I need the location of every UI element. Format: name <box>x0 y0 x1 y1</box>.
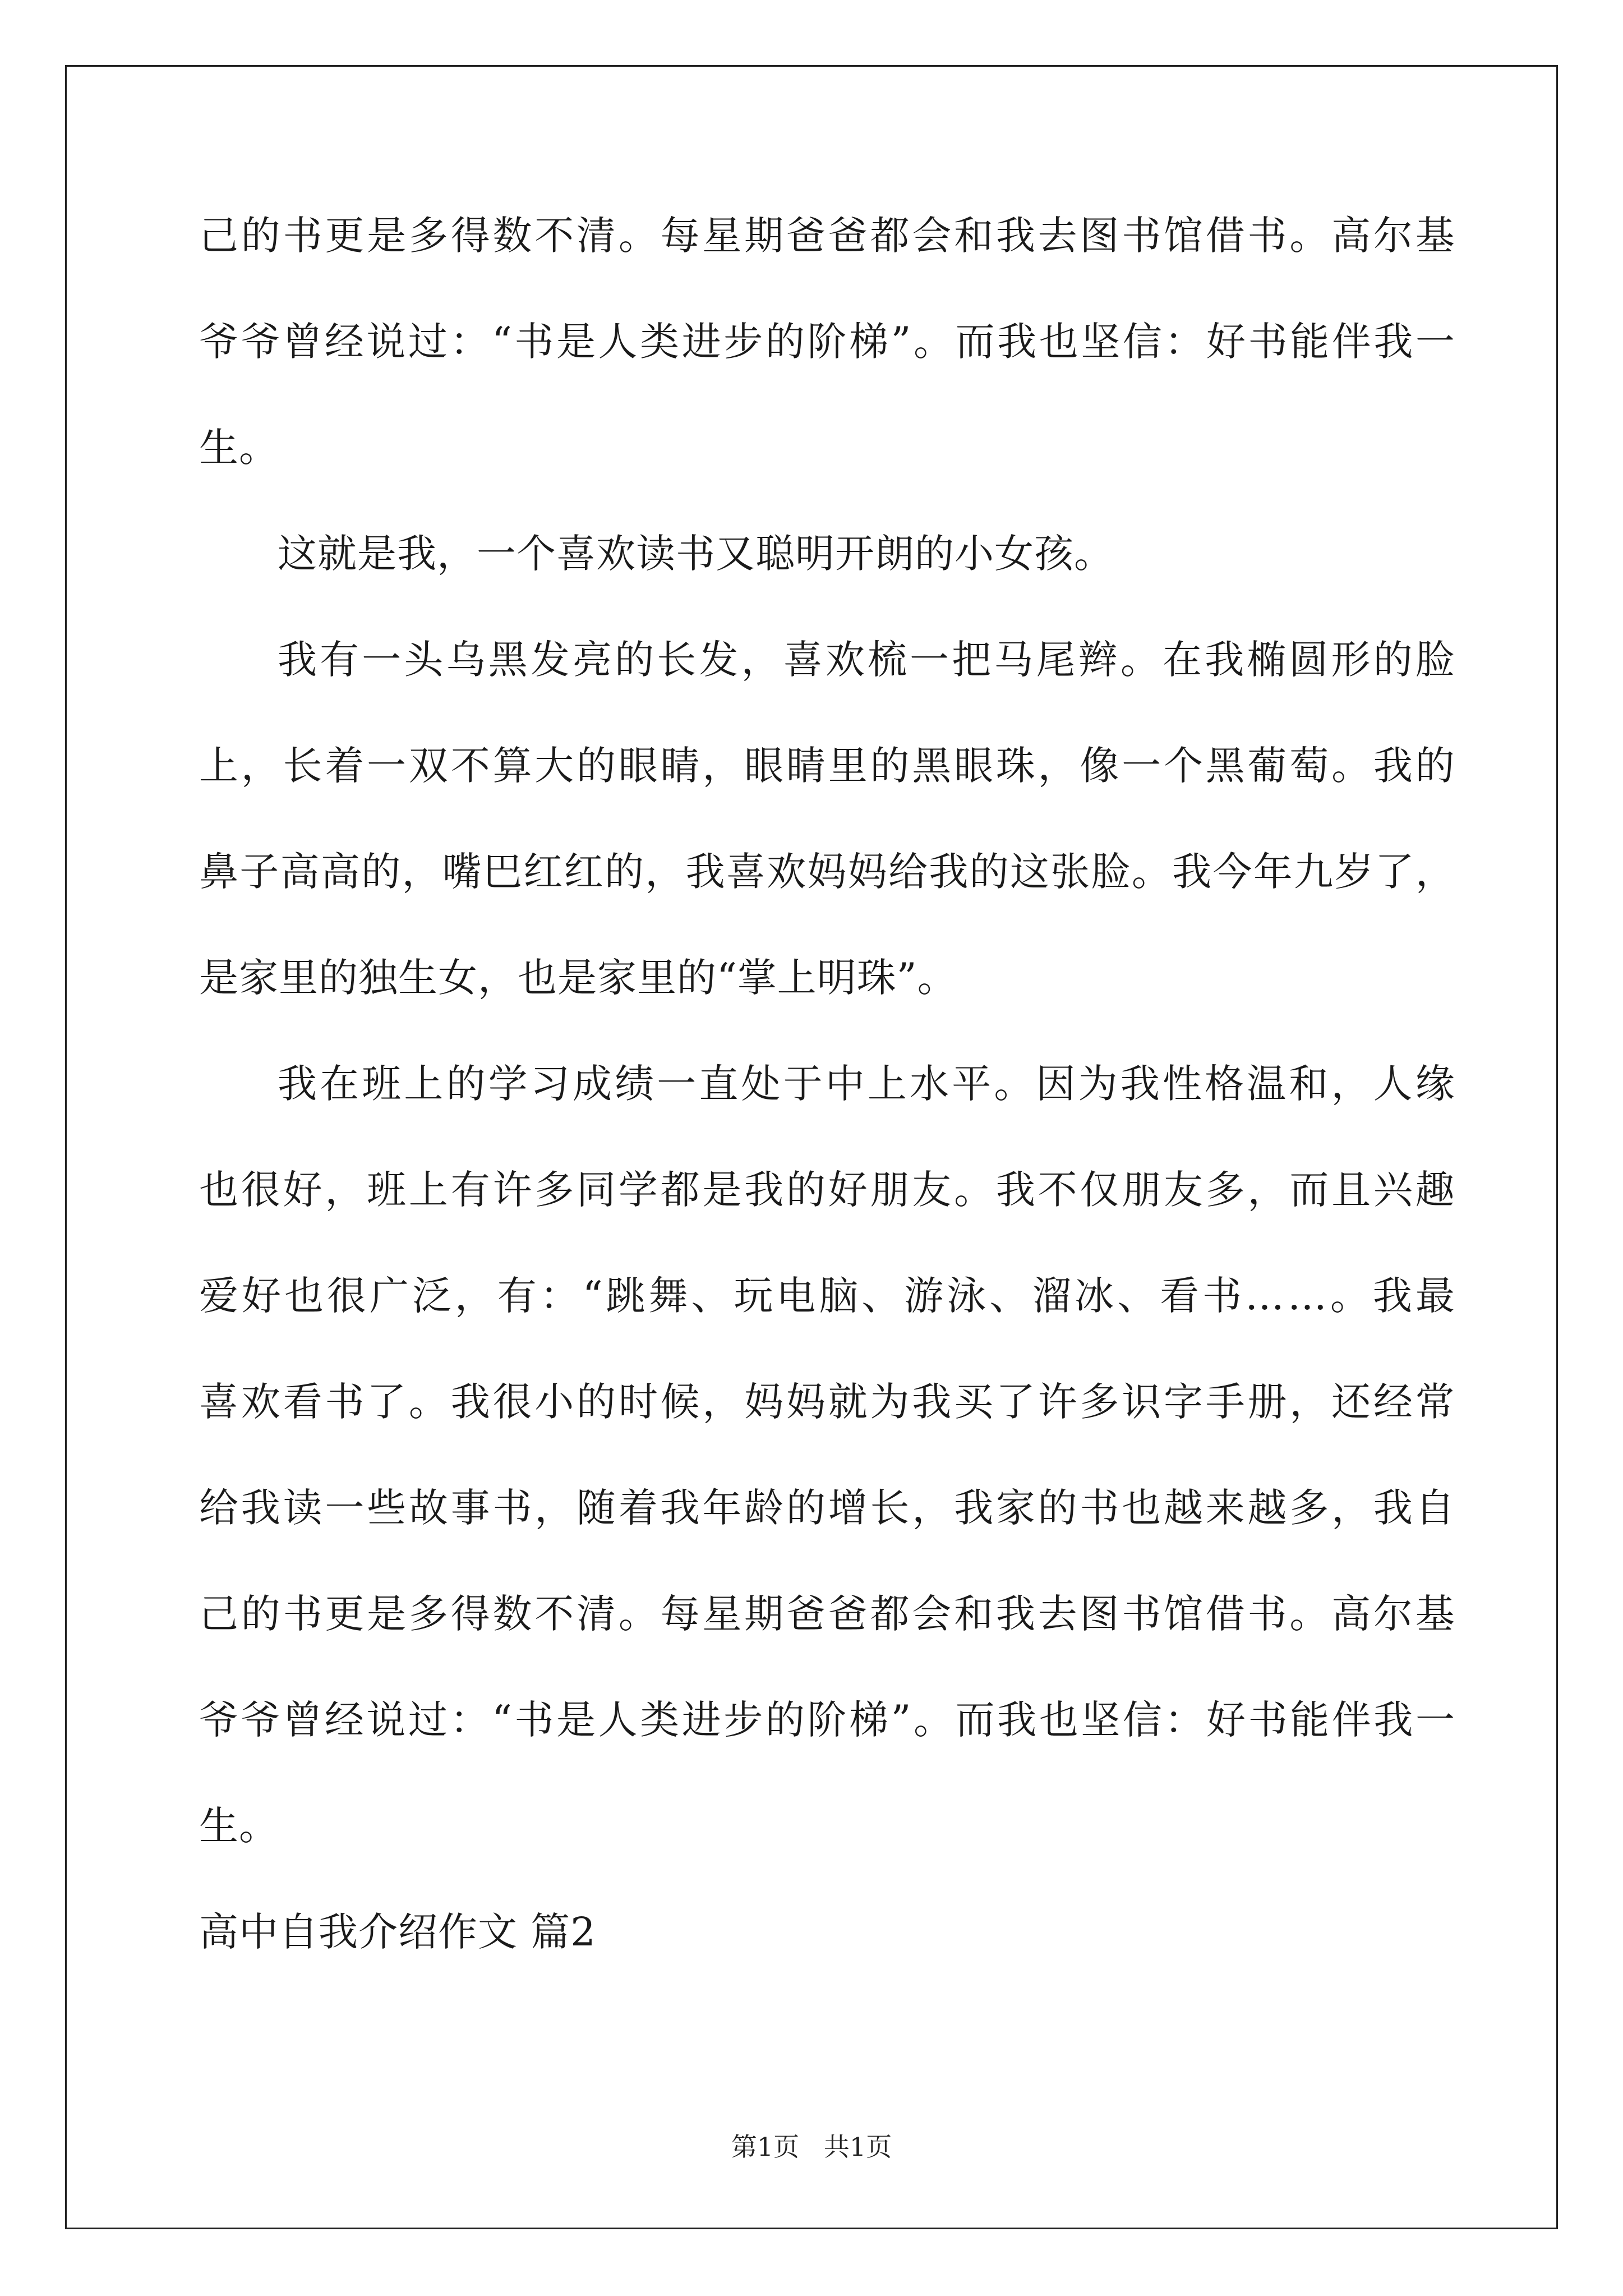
page-footer: 第1页 共1页 <box>731 2132 892 2162</box>
document-body <box>199 213 1455 2018</box>
text-line: 生。 <box>199 425 279 471</box>
text-line: 喜 欢 看 书 了 。 我 很 小 的 时 候 ， 妈 妈 就 为 我 买 了 许 多 识 字 手 册 ， 还 经 常 <box>199 1379 1455 1425</box>
text-line: 我 在 班 上 的 学 习 成 绩 一 直 处 于 中 上 水 平 。 因 为 我 性 格 温 和 ， 人 缘 <box>278 1061 1455 1107</box>
text-line: 我 有 一 头 乌 黑 发 亮 的 长 发 ， 喜 欢 梳 一 把 马 尾 辫 。 在 我 椭 圆 形 的 脸 <box>278 637 1455 683</box>
text-line: 爷 爷 曾 经 说 过 ： “ 书 是 人 类 进 步 的 阶 梯 ” 。 而 我 也 坚 信 ： 好 书 能 伴 我 一 <box>199 1697 1455 1743</box>
text-line: 生。 <box>199 1803 279 1849</box>
text-line: 是家里的独生女，也是家里的“掌上明珠”。 <box>199 955 957 1001</box>
text-line: 这就是我，一个喜欢读书又聪明开朗的小女孩。 <box>278 531 1114 577</box>
text-line: 给 我 读 一 些 故 事 书 ， 随 着 我 年 龄 的 增 长 ， 我 家 的 书 也 越 来 越 多 ， 我 自 <box>199 1485 1455 1531</box>
section-heading: 高中自我介绍作文 篇2 <box>199 1909 596 1955</box>
text-line: 爱 好 也 很 广 泛 ， 有 ： “ 跳 舞 、 玩 电 脑 、 游 泳 、 溜 冰 、 看 书 … … 。 我 最 <box>199 1273 1455 1319</box>
text-line: 上 ， 长 着 一 双 不 算 大 的 眼 睛 ， 眼 睛 里 的 黑 眼 珠 ， 像 一 个 黑 葡 萄 。 我 的 <box>199 743 1455 789</box>
text-line: 爷 爷 曾 经 说 过 ： “ 书 是 人 类 进 步 的 阶 梯 ” 。 而 我 也 坚 信 ： 好 书 能 伴 我 一 <box>199 319 1455 365</box>
text-line: 鼻 子 高 高 的 ， 嘴 巴 红 红 的 ， 我 喜 欢 妈 妈 给 我 的 这 张 脸 。 我 今 年 九 岁 了 ， <box>199 849 1455 895</box>
text-line: 己 的 书 更 是 多 得 数 不 清 。 每 星 期 爸 爸 都 会 和 我 去 图 书 馆 借 书 。 高 尔 基 <box>199 1591 1455 1637</box>
text-line: 也 很 好 ， 班 上 有 许 多 同 学 都 是 我 的 好 朋 友 。 我 不 仅 朋 友 多 ， 而 且 兴 趣 <box>199 1167 1455 1213</box>
text-line: 己 的 书 更 是 多 得 数 不 清 。 每 星 期 爸 爸 都 会 和 我 去 图 书 馆 借 书 。 高 尔 基 <box>199 213 1455 259</box>
